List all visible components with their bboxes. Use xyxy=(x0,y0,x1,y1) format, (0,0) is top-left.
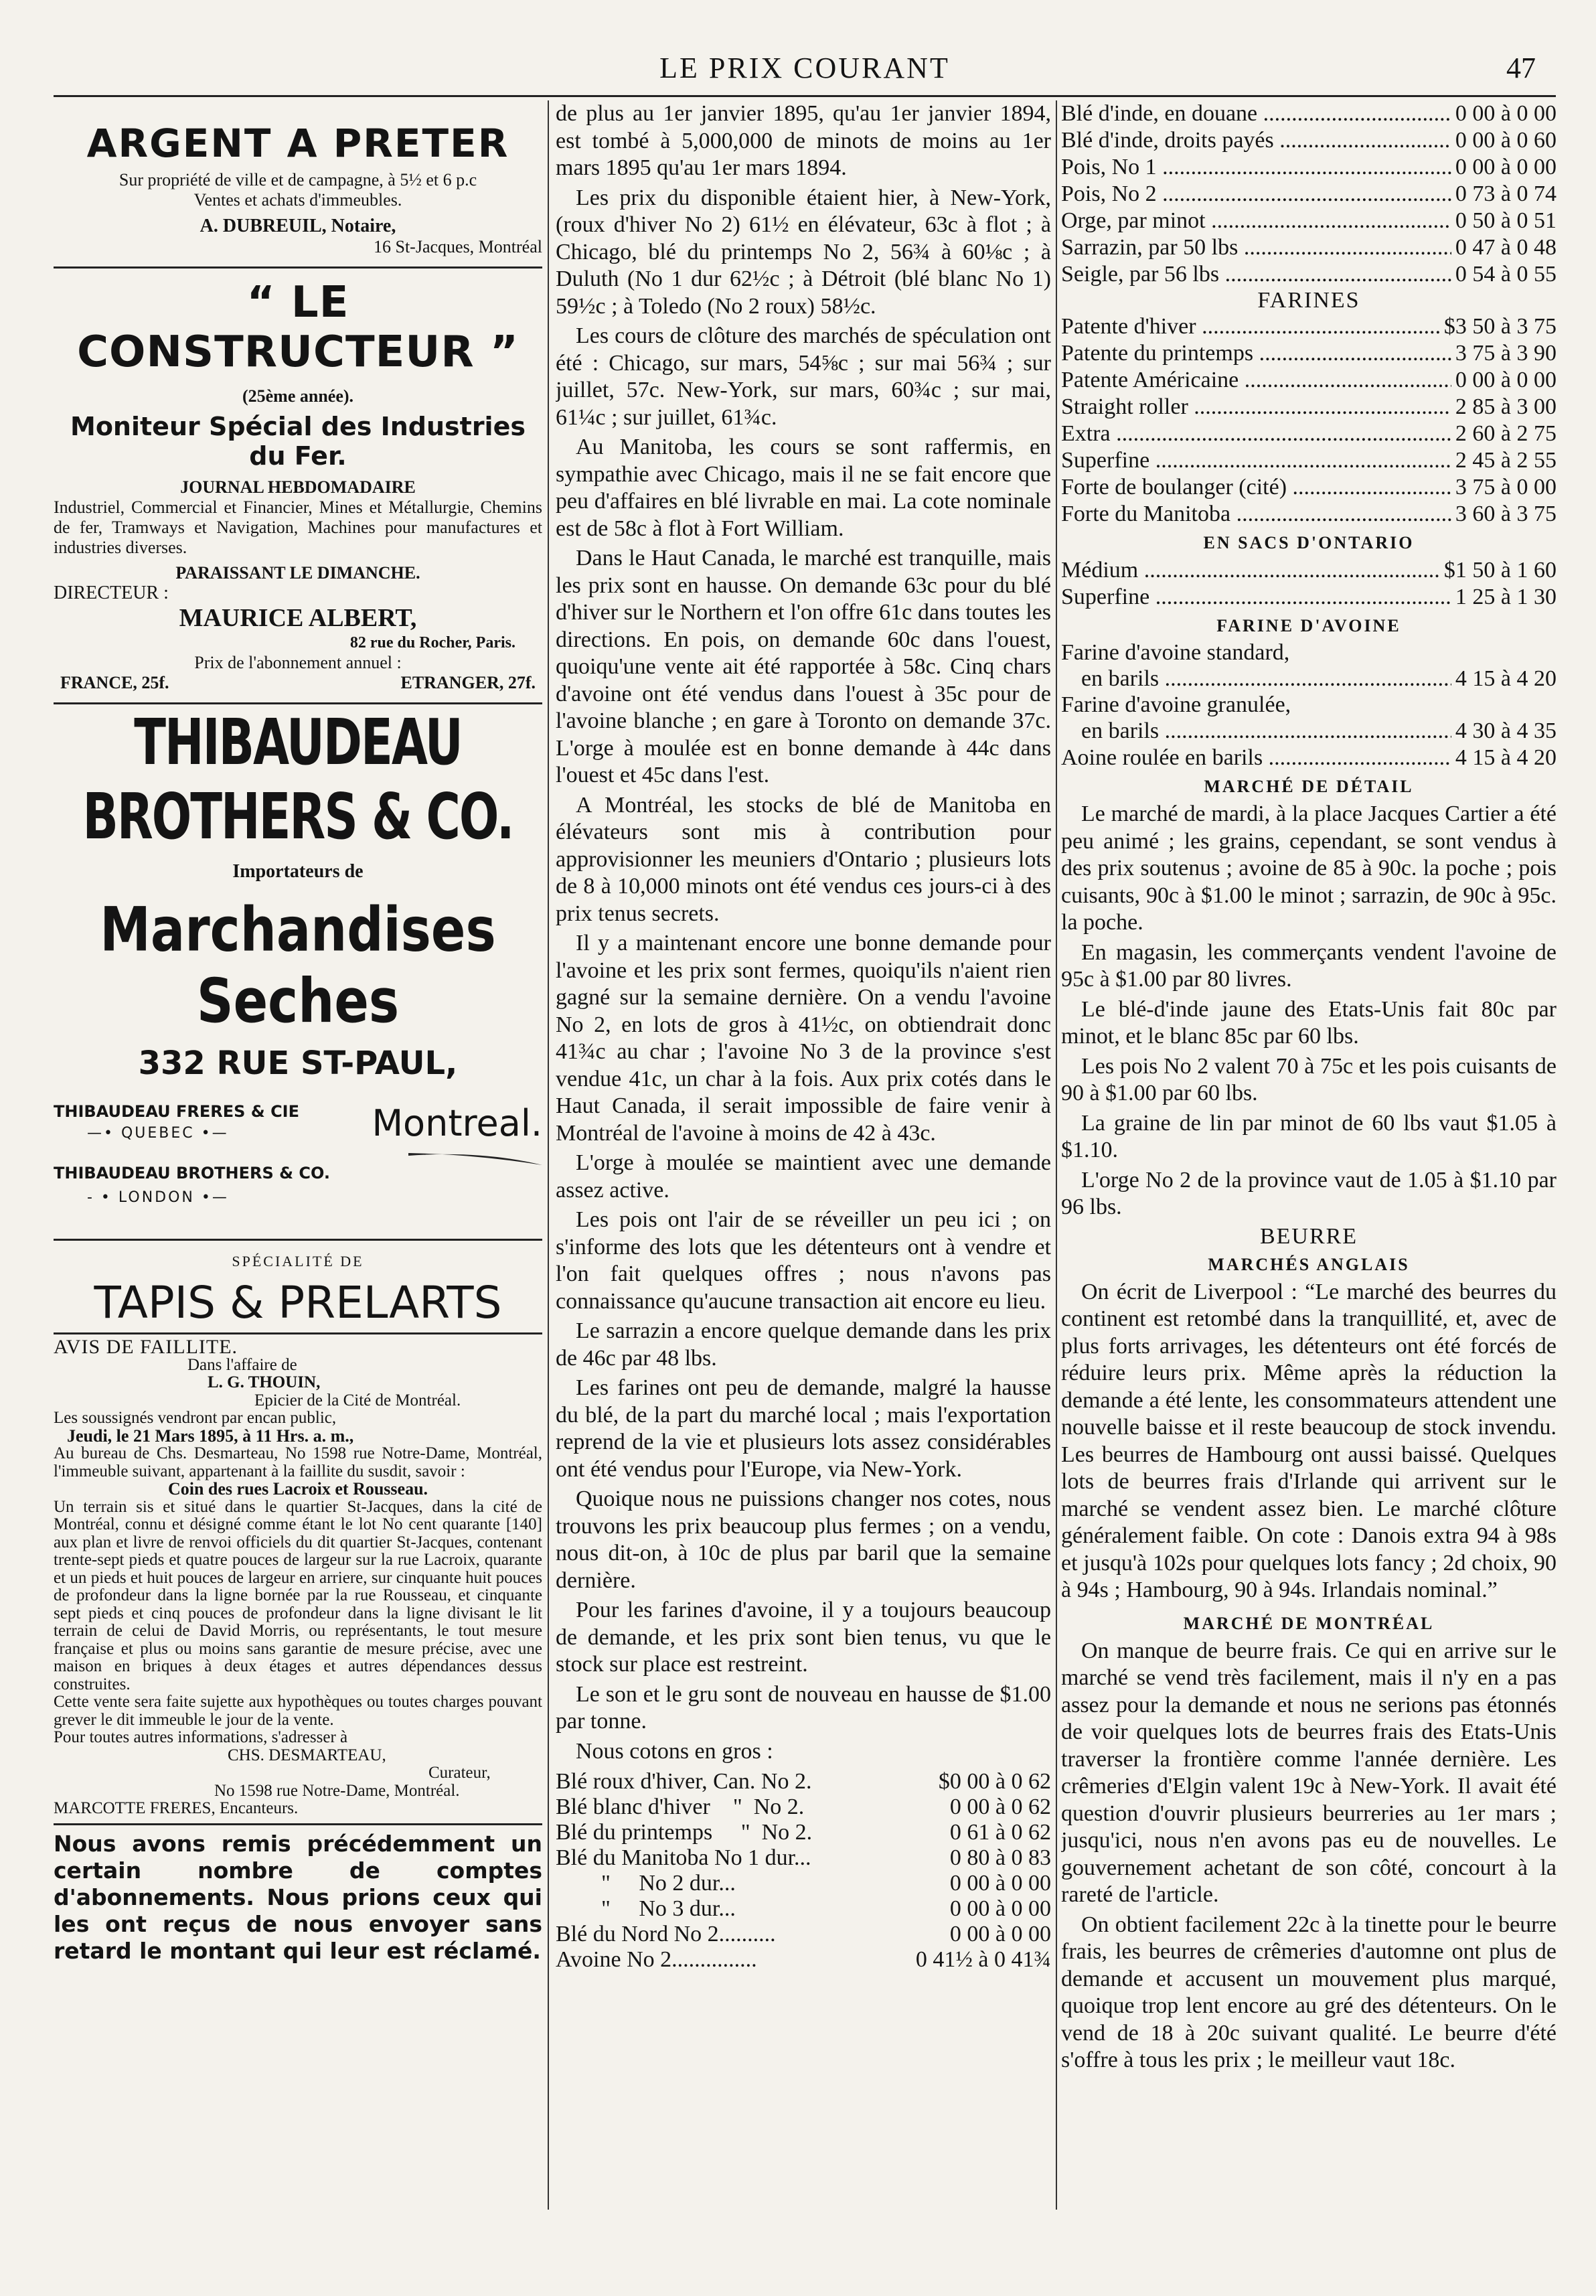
ad-thibaudeau-branches xyxy=(54,1102,542,1229)
avis-p2: Au bureau de Chs. Desmarteau, No 1598 rue Notre-Dame, Montréal, l'immeuble suivant, appartenant à la faillite du susdit, savoir : xyxy=(54,1444,542,1480)
divider xyxy=(54,1239,542,1241)
price-value: 0 00 à 0 62 xyxy=(949,1794,1051,1819)
price-label: Blé du Manitoba No 1 dur... xyxy=(556,1845,811,1870)
price-row xyxy=(1061,208,1557,234)
ad-tapis-title: TAPIS & PRELARTS xyxy=(94,1277,502,1328)
price-value: $1 50 à 1 60 xyxy=(1443,558,1557,583)
ad-argent-title: ARGENT A PRETER xyxy=(86,121,509,166)
divider xyxy=(54,1332,542,1334)
ad-tapis xyxy=(54,1253,542,1328)
paragraph: Les pois ont l'air de se réveiller un peu ici ; on s'informe des lots que les détenteurs ont à vendre et l'on fait quelques offres ; nous n'avons pas connaissance qu'aucune transaction ait encore eu lieu. xyxy=(556,1207,1051,1314)
price-value: 2 60 à 2 75 xyxy=(1455,421,1557,446)
paragraph: Nous cotons en gros : xyxy=(576,1738,773,1764)
montreal-heading: MARCHÉ DE MONTRÉAL xyxy=(1183,1613,1435,1633)
price-label: Blé d'inde, droits payés ..... xyxy=(1061,127,1451,154)
price-value: 0 50 à 0 51 xyxy=(1455,208,1557,233)
ad-thibaudeau xyxy=(54,705,542,1229)
farines-heading: FARINES xyxy=(1257,288,1360,313)
ad-thibaudeau-en-name: THIBAUDEAU BROTHERS & CO. xyxy=(54,1164,331,1182)
price-row xyxy=(556,1896,1051,1922)
price-value: 0 00 à 0 00 xyxy=(949,1896,1051,1921)
price-value: 4 30 à 4 35 xyxy=(1455,718,1557,743)
ad-constructeur-address: 82 rue du Rocher, Paris. xyxy=(349,634,515,652)
montreal-paragraphs xyxy=(1061,1638,1557,2074)
price-row xyxy=(1061,501,1557,528)
avis-title: AVIS DE FAILLITE. xyxy=(54,1336,238,1358)
ad-swash-ornament xyxy=(408,1148,542,1168)
ad-thibaudeau-en-city: - • LONDON •— xyxy=(87,1189,229,1206)
page-header xyxy=(54,42,1556,97)
newspaper-title: LE PRIX COURANT xyxy=(659,52,950,84)
ad-argent xyxy=(54,100,542,257)
price-label: Pois, No 1 ..... xyxy=(1061,154,1451,181)
sacs-heading: EN SACS D'ONTARIO xyxy=(1203,533,1415,552)
price-label: Aoine roulée en barils ..... xyxy=(1061,745,1451,771)
avoine-prices-list xyxy=(1061,640,1557,771)
avis-p3: Un terrain sis et situé dans le quartier St-Jacques, dans la cité de Montréal, connu et désigné comme étant le lot No cent quarante [140] aux plan et livre de renvoi officiels du dit quartier St-Jacques, contenant trente-sept pieds et quatre pouces de largeur sur la rue Lacroix, quarante et un pieds et huit pouces de largeur en arriere, sur cinquante huit pouces de profondeur dans la ligne bornée par la rue Rousseau, et cinquante sept pieds et cinq pouces de profondeur dans la ligne divisant le lit terrain de celui de David Morris, ou représentants, le tout mesure française et plus ou moins sans garantie de mesure précise, avec une maison en briques à deux étages et autres dépendances dessus construites. xyxy=(54,1497,542,1693)
price-label: Orge, par minot ..... xyxy=(1061,208,1451,234)
price-label: en barils ..... xyxy=(1081,718,1451,745)
price-row xyxy=(556,1947,1051,1973)
ad-thibaudeau-fr-name: THIBAUDEAU FRERES & CIE xyxy=(54,1102,300,1121)
price-label: Patente Américaine ..... xyxy=(1061,367,1451,394)
subscription-notice: Nous avons remis précédemment un certain nombre de comptes d'abonnements. Nous prions ceux qui les ont reçus de nous envoyer sans retard le montant qui leur est réclamé. xyxy=(54,1830,542,1964)
price-label: Sarrazin, par 50 lbs ..... xyxy=(1061,234,1451,261)
price-row xyxy=(556,1820,1051,1845)
price-row xyxy=(556,1769,1051,1794)
paragraph: La graine de lin par minot de 60 lbs vaut $1.05 à $1.10. xyxy=(1061,1110,1557,1162)
price-value: 3 75 à 3 90 xyxy=(1455,341,1557,366)
price-row xyxy=(1061,340,1557,367)
price-label: en barils ..... xyxy=(1081,666,1451,692)
ad-thibaudeau-importers: Importateurs de xyxy=(232,861,364,882)
ad-constructeur-subtitle: Moniteur Spécial des Industries du Fer. xyxy=(70,412,526,471)
price-label: Straight roller ..... xyxy=(1061,394,1451,420)
ad-constructeur-edition: (25ème année). xyxy=(242,386,354,406)
avis-coin: Coin des rues Lacroix et Rousseau. xyxy=(167,1479,428,1499)
ad-constructeur-prix: Prix de l'abonnement annuel : xyxy=(194,653,402,672)
ad-constructeur-etranger: ETRANGER, 27f. xyxy=(400,673,536,692)
price-value: 3 75 à 0 00 xyxy=(1455,475,1557,500)
price-label: Extra ..... xyxy=(1061,420,1451,447)
price-row xyxy=(556,1845,1051,1871)
avis-p5: Pour toutes autres informations, s'adresser à xyxy=(54,1728,348,1746)
paragraph: Le marché de mardi, à la place Jacques Cartier a été peu animé ; les grains, cependant, se sont vendus à des prix soutenus ; avoine de 85 à 90c. la poche ; pois cuisants, 90c à $1.00 le minot ; sarrazin, de 90c à 95c. la poche. xyxy=(1061,801,1557,935)
ad-thibaudeau-title: THIBAUDEAU BROTHERS & CO. xyxy=(82,705,513,854)
price-row xyxy=(1061,127,1557,154)
price-row xyxy=(1061,261,1557,288)
price-row xyxy=(1061,394,1557,420)
avoine-heading: FARINE D'AVOINE xyxy=(1216,616,1401,635)
price-label: Superfine ..... xyxy=(1061,584,1451,611)
paragraph: Pour les farines d'avoine, il y a toujours beaucoup de demande, et les prix sont bien tenus, vu que le stock sur place est restreint. xyxy=(556,1598,1051,1677)
paragraph: Les prix du disponible étaient hier, à New-York, (roux d'hiver No 2) 61½ en élévateur, 63c à flot ; à Chicago, blé du printemps No 2, 56¾ à 60⅛c ; à Duluth (No 1 dur 62½c ; à Détroit (blé blanc No 1) 59½c ; à Toledo (No 2 roux) 58½c. xyxy=(556,185,1051,319)
price-row xyxy=(1061,584,1557,611)
paragraph: Le blé-d'inde jaune des Etats-Unis fait 80c par minot, et le blanc 85c par 60 lbs. xyxy=(1061,996,1557,1049)
paragraph: Au Manitoba, les cours se sont raffermis, en sympathie avec Chicago, mais il ne se fait encore que peu d'affaires en blé livrable en mai. La cote nominale est de 58c à flot à Fort William. xyxy=(556,435,1051,541)
paragraph: A Montréal, les stocks de blé de Manitoba en élévateurs sont mis à contribution pour approvisionner les meuniers d'Ontario ; plusieurs lots de 8 à 10,000 minots ont été vendus ces jours-ci à des prix tenus secrets. xyxy=(556,792,1051,926)
paragraph: Le sarrazin a encore quelque demande dans les prix de 46c par 48 lbs. xyxy=(556,1318,1051,1371)
price-row xyxy=(1061,666,1557,692)
price-value: 0 73 à 0 74 xyxy=(1455,181,1557,206)
ad-argent-address: 16 St-Jacques, Montréal xyxy=(373,237,542,256)
price-value: 0 00 à 0 00 xyxy=(1455,155,1557,179)
price-row xyxy=(1061,447,1557,474)
ad-constructeur xyxy=(54,278,542,693)
ad-constructeur-directeur: MAURICE ALBERT, xyxy=(179,604,417,632)
ad-argent-name: A. DUBREUIL, Notaire, xyxy=(200,216,396,236)
price-label: Pois, No 2 ..... xyxy=(1061,181,1451,208)
price-value: 4 15 à 4 20 xyxy=(1455,666,1557,691)
paragraph: Le son et le gru sont de nouveau en hausse de $1.00 par tonne. xyxy=(556,1681,1051,1734)
paragraph: L'orge No 2 de la province vaut de 1.05 à $1.10 par 96 lbs. xyxy=(1061,1167,1557,1219)
price-label: Blé du Nord No 2.......... xyxy=(556,1922,776,1946)
price-row xyxy=(556,1922,1051,1947)
price-label: Patente du printemps ..... xyxy=(1061,340,1451,367)
price-label: Blé du printemps " No 2. xyxy=(556,1820,813,1845)
page-number: 47 xyxy=(1506,52,1536,84)
price-value: 0 00 à 0 00 xyxy=(949,1922,1051,1946)
grain-price-table xyxy=(556,1769,1051,1973)
price-label: Forte de boulanger (cité) ..... xyxy=(1061,474,1451,501)
avis-affaire: Dans l'affaire de xyxy=(187,1355,297,1374)
price-label: Patente d'hiver ..... xyxy=(1061,313,1440,340)
price-row xyxy=(1061,474,1557,501)
price-label-line: Farine d'avoine standard, xyxy=(1061,640,1290,665)
ad-thibaudeau-city: Montreal. xyxy=(372,1102,542,1144)
ad-constructeur-prices xyxy=(54,673,542,693)
price-label-line: Farine d'avoine granulée, xyxy=(1061,692,1291,717)
divider xyxy=(54,266,542,269)
price-row xyxy=(1061,367,1557,394)
price-label: " No 3 dur... xyxy=(556,1896,736,1921)
sacs-prices-list xyxy=(1061,557,1557,611)
price-label: Médium ..... xyxy=(1061,557,1440,584)
price-value: 3 60 à 3 75 xyxy=(1455,502,1557,526)
price-label: " No 2 dur... xyxy=(556,1871,736,1896)
price-value: 0 41½ à 0 41¾ xyxy=(915,1947,1051,1972)
ad-avis-faillite xyxy=(54,1338,542,1818)
ad-thibaudeau-goods: Marchandises Seches xyxy=(100,893,496,1037)
price-label: Superfine ..... xyxy=(1061,447,1451,474)
price-row xyxy=(1061,181,1557,208)
paragraph: On obtient facilement 22c à la tinette pour le beurre frais, les beurres de crêmeries d'automne ont plus de demande et accusent un mouvement plus marqué, quoique trop lent encore au gré des détenteurs. On le vend de 18 à 20c suivant qualité. Le beurre d'été s'offre à tous les prix ; le meilleur vaut 18c. xyxy=(1061,1912,1557,2072)
price-value: $0 00 à 0 62 xyxy=(938,1769,1051,1794)
price-value: 4 15 à 4 20 xyxy=(1455,745,1557,770)
price-row xyxy=(1061,557,1557,584)
price-value: 1 25 à 1 30 xyxy=(1455,585,1557,609)
divider xyxy=(54,702,542,704)
price-row xyxy=(1061,420,1557,447)
column-rule-2 xyxy=(1056,100,1057,2210)
anglais-paragraph: On écrit de Liverpool : “Le marché des beurres du continent est retombé dans la tranquillité, et, avec de plus forts arrivages, les détenteurs ont été forcés de réduire leurs prix. Même après la réduction la demande a été lente, les consommateurs attendent une nouvelle baisse et il reste beaucoup de stock invendu. Les beurres de Hambourg ont aussi baissé. Quelques lots de beurres frais d'Irlande qui arrivent sur le marché se vendent assez bien. Le marché clôture généralement faible. On cote : Danois extra 94 à 98s et jusqu'à 102s pour quelques lots fancy ; 2d choix, 90 à 94s ; Hambourg, 90 à 94s. Irlandais nominal.” xyxy=(1061,1279,1557,1602)
avis-sign4: MARCOTTE FRERES, Encanteurs. xyxy=(54,1799,299,1817)
avis-p1: Les soussignés vendront par encan public, xyxy=(54,1409,337,1427)
column-prices-butter xyxy=(1061,100,1557,2296)
farines-prices-list xyxy=(1061,313,1557,528)
price-row xyxy=(1061,745,1557,771)
avis-sign2: Curateur, xyxy=(428,1764,491,1782)
price-label: Forte du Manitoba ..... xyxy=(1061,501,1451,528)
paragraph: Dans le Haut Canada, le marché est tranquille, mais les prix sont en hausse. On demande 63c pour du blé d'hiver sur le Northern et l'on offre 61c dans toutes les directions. En pois, on demande 60c dans l'ouest, quoiqu'une vente ait été rapportée à 58c. Cinq chars d'avoine ont été vendus dans l'ouest à 35c pour de l'avoine blanche ; en gare à Toronto on demande 37c. L'orge à moulée est en bonne demande à 44c dans l'ouest et 45c dans l'est. xyxy=(556,546,1051,787)
ad-constructeur-directeur-label: DIRECTEUR : xyxy=(54,583,169,603)
price-row xyxy=(1061,313,1557,340)
anglais-heading: MARCHÉS ANGLAIS xyxy=(1208,1254,1410,1274)
divider xyxy=(54,1823,542,1825)
avis-sign3: No 1598 rue Notre-Dame, Montréal. xyxy=(214,1781,460,1800)
price-row xyxy=(1061,100,1557,127)
price-row xyxy=(1061,718,1557,745)
ad-argent-line2: Ventes et achats d'immeubles. xyxy=(193,190,402,210)
paragraph: Les pois No 2 valent 70 à 75c et les pois cuisants de 90 à $1.00 par 60 lbs. xyxy=(1061,1053,1557,1105)
ad-constructeur-parait: PARAISSANT LE DIMANCHE. xyxy=(175,563,420,583)
price-value: 0 80 à 0 83 xyxy=(949,1845,1051,1870)
paragraph: Quoique nous ne puissions changer nos cotes, nous trouvons les prix beaucoup plus fermes ; on a vendu, nous dit-on, à 10c de plus par baril que la semaine dernière. xyxy=(556,1486,1051,1593)
avis-p4: Cette vente sera faite sujette aux hypothèques ou toutes charges pouvant grever le dit immeuble le jour de la vente. xyxy=(54,1693,542,1729)
paragraph: de plus au 1er janvier 1895, qu'au 1er janvier 1894, est tombé à 5,000,000 de minots de moins au 1er mars 1895 qu'au 1er mars 1894. xyxy=(556,101,1051,180)
paragraph: En magasin, les commerçants vendent l'avoine de 95c à $1.00 par 80 livres. xyxy=(1061,939,1557,992)
paragraph: Il y a maintenant encore une bonne demande pour l'avoine et les prix sont fermes, quoiqu'ils n'aient rien gagné sur la semaine dernière. On a vendu l'avoine No 2, en lots de gros à 41½c, on obtiendrait donc 41¾c au char ; l'avoine No 3 de la province s'est vendue 41c, un char à la fois. Aux prix cotés dans le Haut Canada, il serait impossible de faire venir à Montréal de l'avoine à moins de 42 à 43c. xyxy=(556,931,1051,1146)
price-value: 0 47 à 0 48 xyxy=(1455,235,1557,260)
ad-constructeur-france: FRANCE, 25f. xyxy=(60,673,169,692)
column-rule-1 xyxy=(548,100,549,2210)
price-value: 0 00 à 0 00 xyxy=(1455,368,1557,392)
column-advertisements xyxy=(54,100,542,2296)
avis-date: Jeudi, le 21 Mars 1895, à 11 Hrs. a. m., xyxy=(67,1426,354,1446)
beurre-heading: BEURRE xyxy=(1259,1223,1358,1249)
ad-argent-line1: Sur propriété de ville et de campagne, à 5½ et 6 p.c xyxy=(118,170,477,189)
ad-thibaudeau-fr-city: —• QUEBEC •— xyxy=(87,1125,229,1142)
paragraph: On manque de beurre frais. Ce qui en arrive sur le marché se vend très facilement, mais il n'y en a pas assez pour la demande et nous ne serions pas étonnés de voir quelques lots de beurres frais des Etats-Unis traverser la frontière comme l'année dernière. Les crêmeries d'Elgin valent 19c à New-York. Il avait été question d'ouvrir plusieurs beurreries au 1er mars ; jusqu'ici, nous n'en avons pas eu de nouvelles. Le gouvernement achetant de son côté, concourt à la rareté de l'article. xyxy=(1061,1638,1557,1907)
column-grain-market xyxy=(556,100,1051,2296)
detail-paragraphs xyxy=(1061,801,1557,1221)
ad-constructeur-journal: JOURNAL HEBDOMADAIRE xyxy=(180,477,416,497)
price-label: Avoine No 2............... xyxy=(556,1947,757,1972)
grain-paragraphs xyxy=(556,100,1051,1765)
price-row xyxy=(556,1794,1051,1820)
ad-tapis-spec: SPÉCIALITÉ DE xyxy=(232,1253,364,1270)
price-value: 0 54 à 0 55 xyxy=(1455,262,1557,287)
ad-constructeur-title: “ LE CONSTRUCTEUR ” xyxy=(77,278,519,377)
avis-name: L. G. THOUIN, xyxy=(208,1373,321,1391)
price-value: 2 85 à 3 00 xyxy=(1455,394,1557,419)
price-label: Blé roux d'hiver, Can. No 2. xyxy=(556,1769,812,1794)
price-value: 0 61 à 0 62 xyxy=(949,1820,1051,1845)
grain-prices-list xyxy=(1061,100,1557,288)
avis-sign1: CHS. DESMARTEAU, xyxy=(228,1746,386,1764)
avis-role: Epicier de la Cité de Montréal. xyxy=(254,1391,461,1409)
paragraph: Les cours de clôture des marchés de spéculation ont été : Chicago, sur mars, 54⅝c ; sur mai 56¾ ; sur juillet, 57c. New-York, sur mars, 60¾c ; sur mai, 61¼c ; sur juillet, 61¾c. xyxy=(556,323,1051,430)
price-value: 0 00 à 0 00 xyxy=(949,1871,1051,1896)
paragraph: L'orge à moulée se maintient avec une demande assez active. xyxy=(556,1150,1051,1203)
price-label: Blé blanc d'hiver " No 2. xyxy=(556,1794,805,1819)
price-value: 0 00 à 0 60 xyxy=(1455,128,1557,153)
ad-thibaudeau-address: 332 RUE ST-PAUL, xyxy=(138,1045,458,1082)
price-row xyxy=(1061,154,1557,181)
price-label: Blé d'inde, en douane ..... xyxy=(1061,100,1451,127)
paragraph: Les farines ont peu de demande, malgré la hausse du blé, de la part du marché local ; mais l'exportation reprend de la vie et plusieurs lots assez considérables ont été vendus pour l'Europe, via New-York. xyxy=(556,1375,1051,1482)
price-row xyxy=(1061,234,1557,261)
price-row xyxy=(556,1871,1051,1896)
price-value: 0 00 à 0 00 xyxy=(1455,101,1557,126)
price-value: $3 50 à 3 75 xyxy=(1443,314,1557,339)
price-value: 2 45 à 2 55 xyxy=(1455,448,1557,473)
ad-constructeur-desc: Industriel, Commercial et Financier, Mines et Métallurgie, Chemins de fer, Tramways et Navigation, Machines pour manufactures et industries diverses. xyxy=(54,498,542,557)
detail-heading: MARCHÉ DE DÉTAIL xyxy=(1204,777,1414,796)
price-label: Seigle, par 56 lbs ..... xyxy=(1061,261,1451,288)
